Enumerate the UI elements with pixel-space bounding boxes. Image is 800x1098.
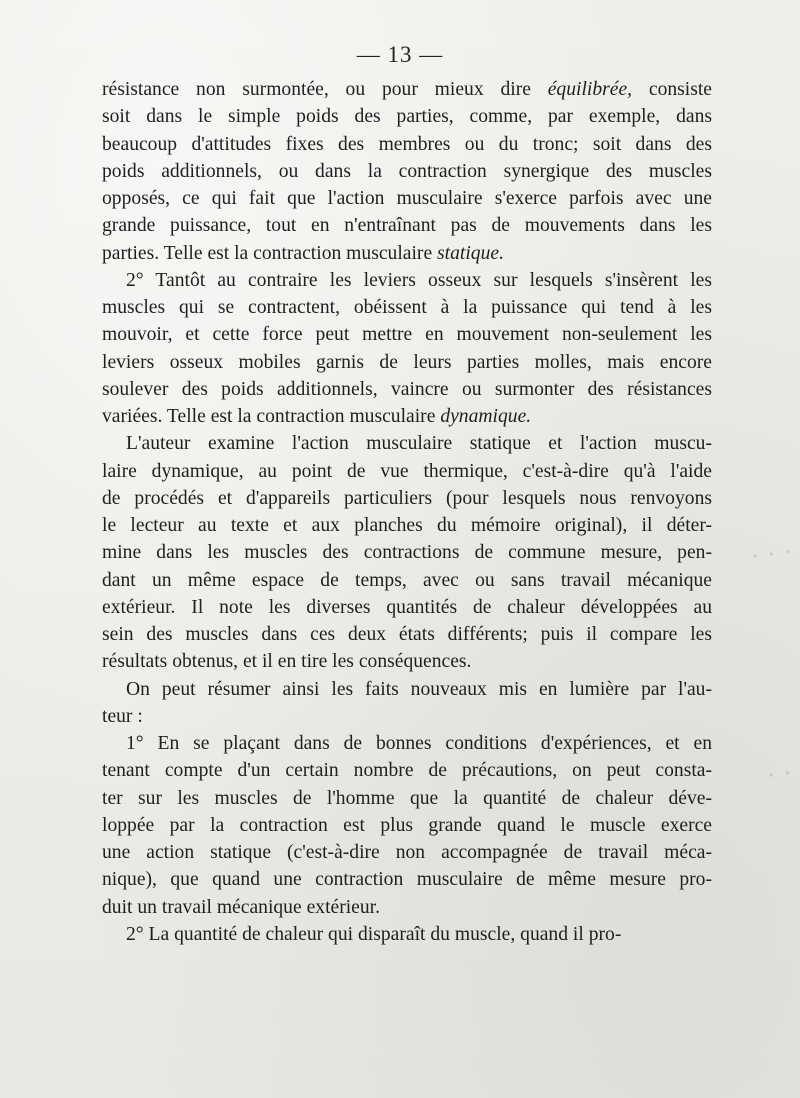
text-line (102, 839, 712, 866)
text-line (102, 294, 712, 321)
text-run: beaucoup d'attitudes fixes des membres ou du tronc; soit dans des (102, 133, 712, 155)
text-line (102, 594, 712, 621)
italic-term: équilibrée, (547, 79, 633, 100)
paragraph (102, 676, 712, 731)
text-line (102, 730, 712, 757)
text-run: consiste (632, 79, 713, 100)
body-text (102, 76, 712, 948)
text-run: loppée par la contraction est plus grande quand le muscle exerce (102, 814, 712, 836)
text-run: résultats obtenus, et il en tire les conséquences. (102, 651, 472, 673)
text-line (102, 921, 712, 948)
text-run: soit dans le simple poids des parties, comme, par exemple, dans (102, 106, 712, 128)
paragraph (102, 730, 712, 921)
text-run: tenant compte d'un certain nombre de précautions, on peut consta- (102, 760, 712, 782)
text-line (102, 703, 712, 730)
text-run: grande puissance, tout en n'entraînant pas de mouvements dans les (102, 215, 712, 237)
paragraph (102, 76, 712, 267)
text-line (102, 621, 712, 648)
paragraph (102, 921, 712, 948)
page-number: — 13 — (356, 42, 444, 67)
text-line (102, 349, 712, 376)
text-line (102, 648, 712, 675)
text-run: le lecteur au texte et aux planches du mémoire original), il déter- (102, 515, 712, 536)
text-run: dant un même espace de temps, avec ou sans travail mécanique (102, 569, 712, 591)
text-run: variées. Telle est la contraction musculaire (102, 406, 441, 427)
text-run: muscles qui se contractent, obéissent à la puissance qui tend à les (102, 297, 712, 318)
paragraph (102, 430, 712, 675)
text-line (102, 512, 712, 539)
text-run: ter sur les muscles de l'homme que la quantité de chaleur déve- (102, 787, 712, 809)
text-run: teur : (102, 705, 143, 727)
text-line (102, 567, 712, 594)
text-run: nique), que quand une contraction musculaire de même mesure pro- (102, 869, 712, 891)
bleed-through-marks: · · · (748, 537, 794, 573)
text-run: 2° Tantôt au contraire les leviers osseux sur lesquels s'insèrent les (126, 269, 712, 291)
text-line (102, 485, 712, 512)
text-run: L'auteur examine l'action musculaire statique et l'action muscu- (126, 433, 712, 455)
text-line (102, 785, 712, 812)
text-run: leviers osseux mobiles garnis de leurs parties molles, mais encore (102, 351, 712, 373)
text-run: une action statique (c'est-à-dire non accompagnée de travail méca- (102, 842, 712, 863)
text-line (102, 158, 712, 185)
text-line (102, 458, 712, 485)
text-run: 1° En se plaçant dans de bonnes conditions d'expériences, et en (126, 733, 712, 754)
text-line (102, 267, 712, 294)
text-line (102, 76, 712, 103)
text-run: 2° La quantité de chaleur qui disparaît du muscle, quand il pro- (126, 923, 622, 945)
paragraph (102, 267, 712, 431)
text-run: opposés, ce qui fait que l'action musculaire s'exerce parfois avec une (102, 188, 712, 209)
text-run: mine dans les muscles des contractions de commune mesure, pen- (102, 542, 712, 564)
text-run: sein des muscles dans ces deux états différents; puis il compare les (102, 624, 712, 645)
text-line (102, 131, 712, 158)
text-run: résistance non surmontée, ou pour mieux dire (102, 79, 548, 100)
text-line (102, 757, 712, 784)
text-line (102, 240, 712, 267)
italic-term: dynamique. (440, 406, 532, 427)
text-run: laire dynamique, au point de vue thermique, c'est-à-dire qu'à l'aide (102, 460, 712, 482)
text-run: On peut résumer ainsi les faits nouveaux mis en lumière par l'au- (126, 678, 712, 700)
text-line (102, 812, 712, 839)
text-run: poids additionnels, ou dans la contraction synergique des muscles (102, 160, 712, 182)
text-line (102, 185, 712, 212)
text-run: duit un travail mécanique extérieur. (102, 896, 381, 918)
text-run: extérieur. Il note les diverses quantités de chaleur développées au (102, 596, 712, 618)
text-run: soulever des poids additionnels, vaincre ou surmonter des résistances (102, 378, 712, 400)
italic-term: statique. (437, 242, 504, 264)
text-line (102, 894, 712, 921)
text-line (102, 376, 712, 403)
text-line (102, 321, 712, 348)
text-run: parties. Telle est la contraction musculaire (102, 242, 438, 264)
text-run: mouvoir, et cette force peut mettre en mouvement non-seulement les (102, 324, 712, 346)
text-line (102, 430, 712, 457)
text-line (102, 403, 712, 430)
text-line (102, 866, 712, 893)
text-line (102, 676, 712, 703)
bleed-through-marks-lower: · · (765, 758, 794, 792)
text-line (102, 212, 712, 239)
text-line (102, 103, 712, 130)
text-run: de procédés et d'appareils particuliers (pour lesquels nous renvoyons (102, 487, 712, 509)
text-line (102, 539, 712, 566)
